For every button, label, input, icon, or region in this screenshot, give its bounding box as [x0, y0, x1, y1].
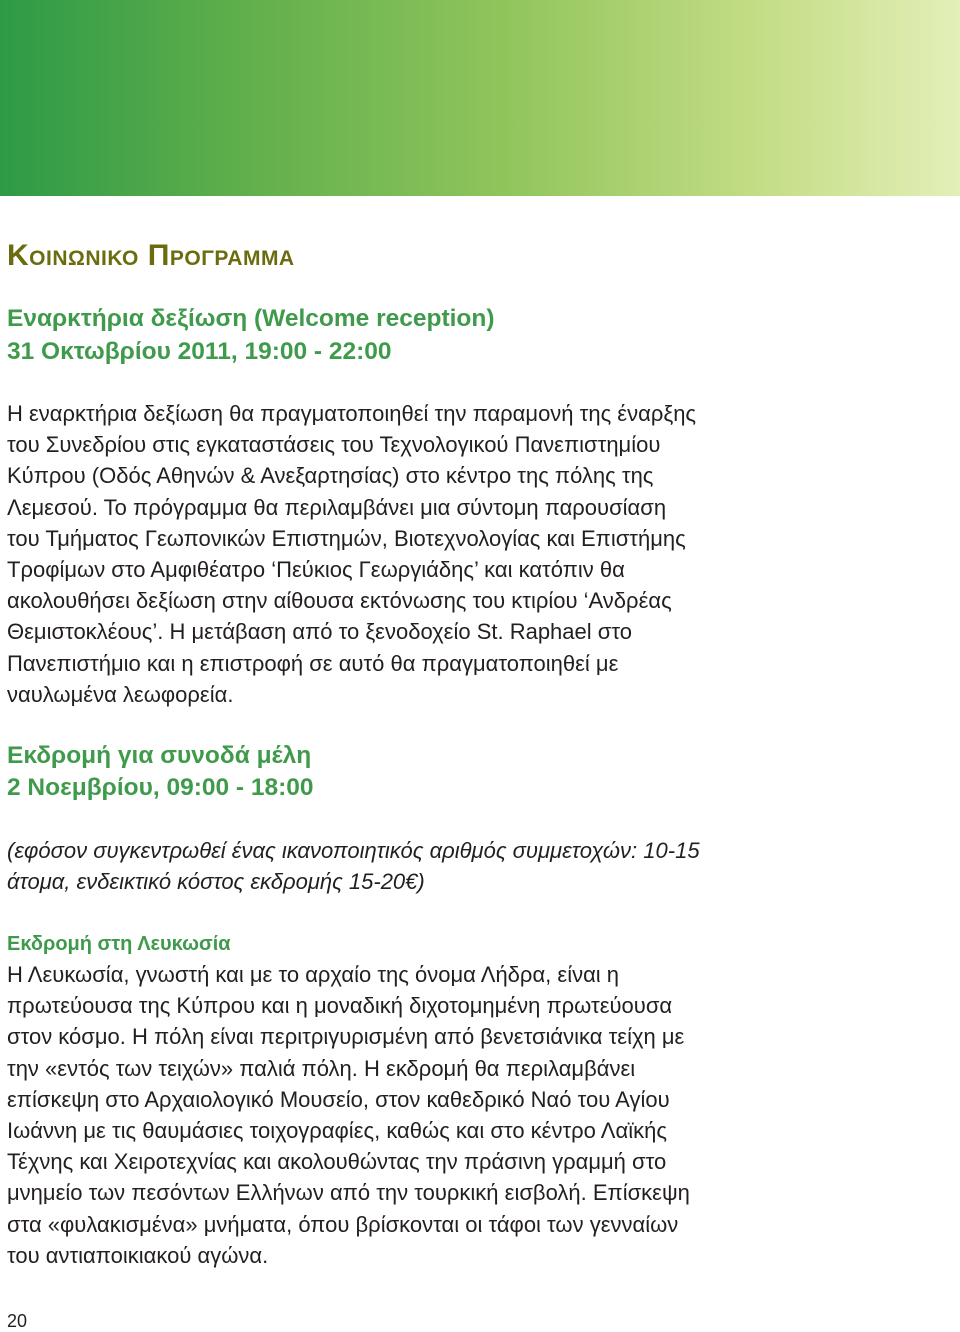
excursion-heading: Εκδρομή για συνοδά μέλη	[7, 742, 312, 769]
reception-heading: Εναρκτήρια δεξίωση (Welcome reception)	[7, 305, 495, 332]
page-number: 20	[7, 1311, 28, 1331]
reception-line: Θεμιστοκλέους’. Η μετάβαση από το ξενοδοχείο St. Raphael στο	[7, 619, 632, 645]
excursion-paragraph	[7, 959, 690, 1271]
excursion-line: Τέχνης και Χειροτεχνίας και ακολουθώντας την πράσινη γραμμή στο	[7, 1149, 667, 1175]
excursion-subheading: Εκδρομή στη Λευκωσία	[7, 933, 231, 955]
excursion-line: Η Λευκωσία, γνωστή και με το αρχαίο της όνομα Λήδρα, είναι η	[7, 962, 620, 987]
reception-line: Πανεπιστήμιο και η επιστροφή σε αυτό θα πραγματοποιηθεί με	[7, 650, 619, 676]
excursion-line: την «εντός των τειχών» παλιά πόλη. Η εκδρομή θα περιλαμβάνει	[7, 1055, 636, 1081]
reception-line: ναυλωμένα λεωφορεία.	[7, 681, 234, 707]
excursion-line: στον κόσμο. Η πόλη είναι περιτριγυρισμένη από βενετσιάνικα τείχη με	[7, 1024, 685, 1050]
excursion-note	[7, 835, 700, 897]
reception-line: του Συνεδρίου στις εγκαταστάσεις του Τεχνολογικού Πανεπιστημίου	[7, 432, 661, 458]
reception-line: ακολουθήσει δεξίωση στην αίθουσα εκτόνωσης του κτιρίου ‘Ανδρέας	[7, 588, 672, 614]
section-title: Κοινωνικο Προγραμμα	[7, 239, 295, 272]
reception-line: Κύπρου (Οδός Αθηνών & Ανεξαρτησίας) στο κέντρο της πόλης της	[7, 463, 654, 489]
excursion-note-line: (εφόσον συγκεντρωθεί ένας ικανοποιητικός αριθμός συμμετοχών: 10-15	[7, 838, 700, 863]
header-banner	[0, 0, 960, 196]
reception-line: Η εναρκτήρια δεξίωση θα πραγματοποιηθεί την παραμονή της έναρξης	[7, 401, 697, 426]
excursion-line: πρωτεύουσα της Κύπρου και η μοναδική διχοτομημένη πρωτεύουσα	[7, 993, 673, 1019]
excursion-line: στα «φυλακισμένα» μνήματα, όπου βρίσκονται οι τάφοι των γενναίων	[7, 1211, 679, 1237]
reception-line: του Τμήματος Γεωπονικών Επιστημών, Βιοτεχνολογίας και Επιστήμης	[7, 525, 686, 551]
reception-paragraph	[7, 398, 696, 710]
excursion-line: επίσκεψη στο Αρχαιολογικό Μουσείο, στον καθεδρικό Ναό του Αγίου	[7, 1086, 670, 1112]
reception-date: 31 Οκτωβρίου 2011, 19:00 - 22:00	[7, 338, 392, 365]
excursion-date: 2 Νοεμβρίου, 09:00 - 18:00	[7, 774, 314, 801]
excursion-note-line: άτομα, ενδεικτικό κόστος εκδρομής 15-20€)	[7, 869, 425, 895]
excursion-line: μνημείο των πεσόντων Ελλήνων από την τουρκική εισβολή. Επίσκεψη	[7, 1180, 690, 1206]
excursion-line: Ιωάννη με τις θαυμάσιες τοιχογραφίες, καθώς και στο κέντρο Λαϊκής	[7, 1118, 667, 1144]
reception-line: Τροφίμων στο Αμφιθέατρο ‘Πεύκιος Γεωργιάδης’ και κατόπιν θα	[7, 557, 625, 583]
excursion-line: του αντιαποικιακού αγώνα.	[7, 1242, 269, 1268]
reception-line: Λεμεσού. Το πρόγραμμα θα περιλαμβάνει μια σύντομη παρουσίαση	[7, 494, 667, 520]
